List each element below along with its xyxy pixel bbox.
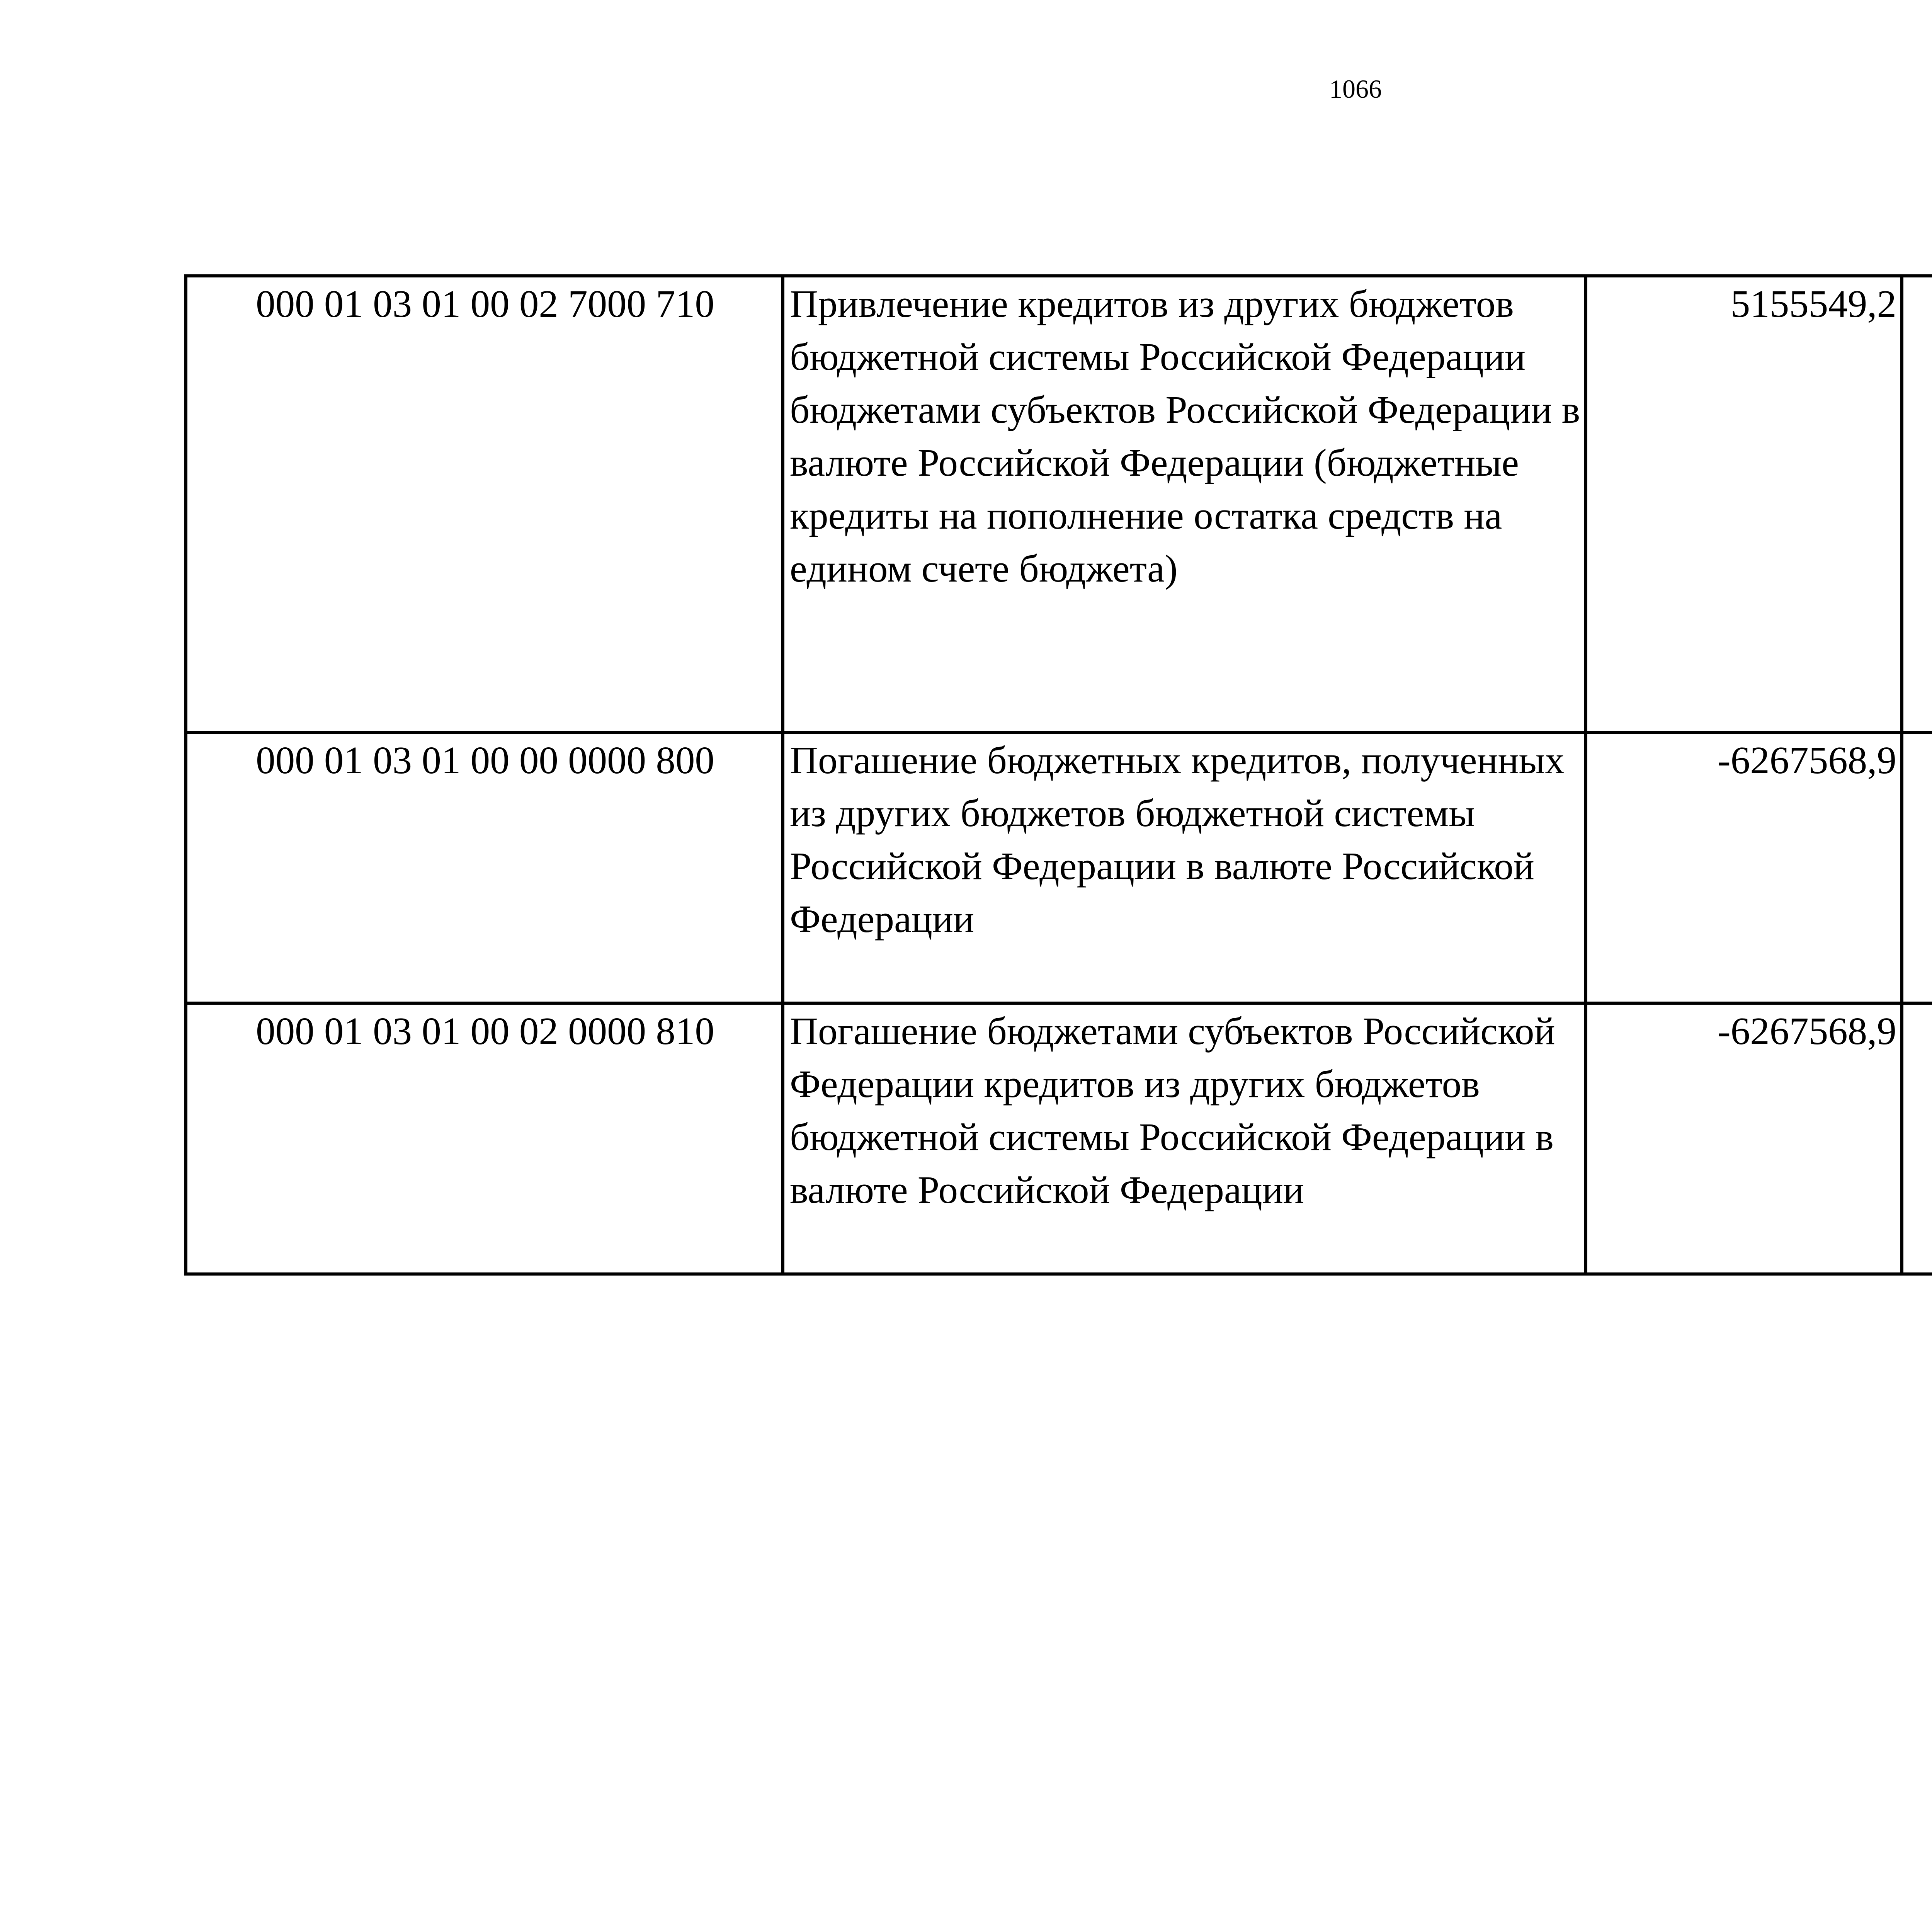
table-row	[186, 276, 1932, 732]
amount-year-2	[1902, 732, 1932, 1003]
budget-classification-code: 000 01 03 01 00 02 7000 710	[186, 276, 783, 732]
source-name: Погашение бюджетами субъектов Российской Федерации кредитов из других бюджетов бюджетной системы Российской Федерации в валюте Российской Федерации	[783, 1003, 1586, 1274]
amount-year-1: 5155549,2	[1586, 276, 1902, 732]
budget-classification-code: 000 01 03 01 00 00 0000 800	[186, 732, 783, 1003]
amount-year-2	[1902, 1003, 1932, 1274]
source-name: Привлечение кредитов из других бюджетов бюджетной системы Российской Федерации бюджетами субъектов Российской Федерации в валюте Российской Федерации (бюджетные кредиты на пополнение остатка средств на едином счете бюджета)	[783, 276, 1586, 732]
amount-year-1: -6267568,9	[1586, 1003, 1902, 1274]
amount-year-2	[1902, 276, 1932, 732]
table-row	[186, 1003, 1932, 1274]
page-number: 1066	[1329, 74, 1382, 104]
budget-classification-code: 000 01 03 01 00 02 0000 810	[186, 1003, 783, 1274]
budget-table	[184, 274, 1932, 1276]
table-row	[186, 732, 1932, 1003]
source-name: Погашение бюджетных кредитов, полученных из других бюджетов бюджетной системы Российской Федерации в валюте Российской Федерации	[783, 732, 1586, 1003]
amount-year-1: -6267568,9	[1586, 732, 1902, 1003]
